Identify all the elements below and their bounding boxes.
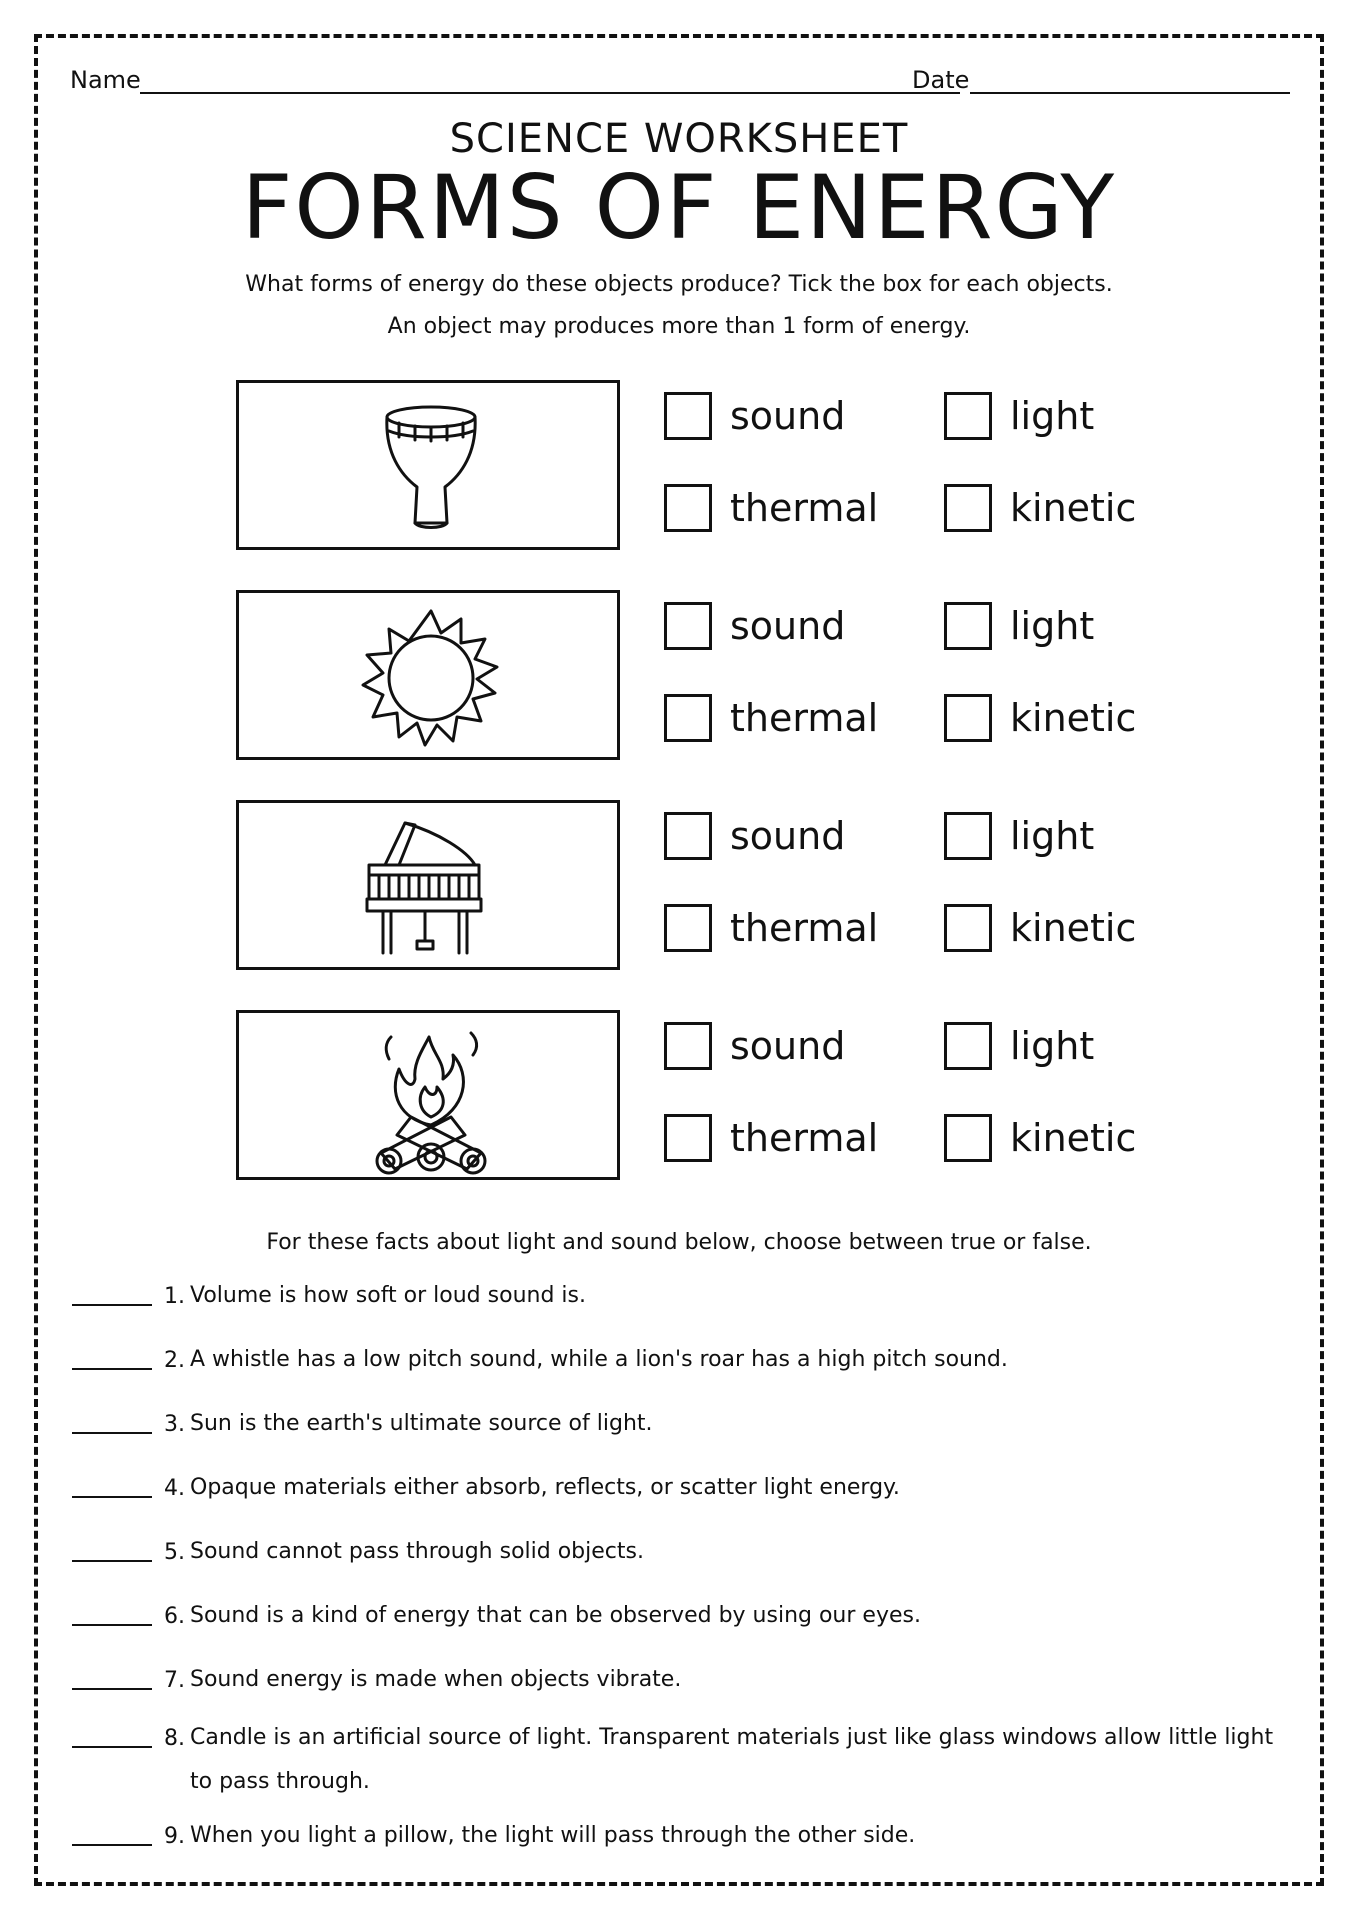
statement-number: 2. xyxy=(164,1348,185,1373)
option-label: light xyxy=(1010,604,1095,648)
option-label: sound xyxy=(730,604,846,648)
campfire-icon xyxy=(239,1013,623,1183)
statement-text: A whistle has a low pitch sound, while a lion's roar has a high pitch sound. xyxy=(190,1347,1008,1372)
checkbox-kinetic[interactable] xyxy=(944,1114,992,1162)
instruction-line-1: What forms of energy do these objects produce? Tick the box for each objects. xyxy=(245,272,1113,297)
statement-number: 1. xyxy=(164,1284,185,1309)
object-box-sun xyxy=(236,590,620,760)
statement-number: 6. xyxy=(164,1604,185,1629)
checkbox-sound[interactable] xyxy=(664,1022,712,1070)
statement-number: 3. xyxy=(164,1412,185,1437)
option-label: light xyxy=(1010,1024,1095,1068)
object-box-piano xyxy=(236,800,620,970)
option-label: light xyxy=(1010,394,1095,438)
checkbox-kinetic[interactable] xyxy=(944,484,992,532)
name-label: Name xyxy=(70,66,141,94)
answer-blank[interactable] xyxy=(72,1560,152,1562)
option-label: sound xyxy=(730,814,846,858)
statement-text: Sound cannot pass through solid objects. xyxy=(190,1539,644,1564)
option-label: thermal xyxy=(730,906,879,950)
answer-blank[interactable] xyxy=(72,1844,152,1846)
instruction-line-2: An object may produces more than 1 form of energy. xyxy=(387,314,971,339)
statement-text: Opaque materials either absorb, reflects, or scatter light energy. xyxy=(190,1475,900,1500)
checkbox-kinetic[interactable] xyxy=(944,904,992,952)
worksheet-title: FORMS OF ENERGY xyxy=(241,156,1117,259)
answer-blank[interactable] xyxy=(72,1496,152,1498)
statement-number: 4. xyxy=(164,1476,185,1501)
checkbox-light[interactable] xyxy=(944,1022,992,1070)
answer-blank[interactable] xyxy=(72,1688,152,1690)
name-date-row xyxy=(70,66,1290,100)
statement-text: When you light a pillow, the light will pass through the other side. xyxy=(190,1823,916,1848)
checkbox-thermal[interactable] xyxy=(664,484,712,532)
checkbox-kinetic[interactable] xyxy=(944,694,992,742)
piano-icon xyxy=(239,803,623,973)
option-label: thermal xyxy=(730,486,879,530)
answer-blank[interactable] xyxy=(72,1304,152,1306)
sun-icon xyxy=(239,593,623,763)
statement-number: 8. xyxy=(164,1726,185,1751)
option-label: kinetic xyxy=(1010,1116,1137,1160)
statement-text: Sound energy is made when objects vibrate. xyxy=(190,1667,682,1692)
checkbox-thermal[interactable] xyxy=(664,694,712,742)
date-label: Date xyxy=(912,66,970,94)
worksheet-subtitle: SCIENCE WORKSHEET xyxy=(449,116,909,162)
option-label: kinetic xyxy=(1010,906,1137,950)
checkbox-thermal[interactable] xyxy=(664,904,712,952)
answer-blank[interactable] xyxy=(72,1746,152,1748)
option-label: light xyxy=(1010,814,1095,858)
checkbox-light[interactable] xyxy=(944,392,992,440)
date-field[interactable] xyxy=(970,92,1290,94)
name-field[interactable] xyxy=(140,92,960,94)
checkbox-thermal[interactable] xyxy=(664,1114,712,1162)
statement-number: 5. xyxy=(164,1540,185,1565)
statement-text: Candle is an artificial source of light. Transparent materials just like glass windows allow little light to pass through. xyxy=(190,1725,1274,1794)
true-false-instructions: For these facts about light and sound below, choose between true or false. xyxy=(266,1230,1092,1255)
option-label: kinetic xyxy=(1010,696,1137,740)
checkbox-sound[interactable] xyxy=(664,812,712,860)
statement-text: Sound is a kind of energy that can be observed by using our eyes. xyxy=(190,1603,921,1628)
checkbox-light[interactable] xyxy=(944,812,992,860)
checkbox-light[interactable] xyxy=(944,602,992,650)
answer-blank[interactable] xyxy=(72,1624,152,1626)
option-label: thermal xyxy=(730,1116,879,1160)
statement-number: 7. xyxy=(164,1668,185,1693)
option-label: kinetic xyxy=(1010,486,1137,530)
drum-icon xyxy=(239,383,623,553)
checkbox-sound[interactable] xyxy=(664,392,712,440)
statement-number: 9. xyxy=(164,1824,185,1849)
answer-blank[interactable] xyxy=(72,1368,152,1370)
checkbox-sound[interactable] xyxy=(664,602,712,650)
option-label: thermal xyxy=(730,696,879,740)
option-label: sound xyxy=(730,1024,846,1068)
object-box-drum xyxy=(236,380,620,550)
object-box-campfire xyxy=(236,1010,620,1180)
answer-blank[interactable] xyxy=(72,1432,152,1434)
statement-text: Volume is how soft or loud sound is. xyxy=(190,1283,586,1308)
statement-text: Sun is the earth's ultimate source of light. xyxy=(190,1411,653,1436)
option-label: sound xyxy=(730,394,846,438)
